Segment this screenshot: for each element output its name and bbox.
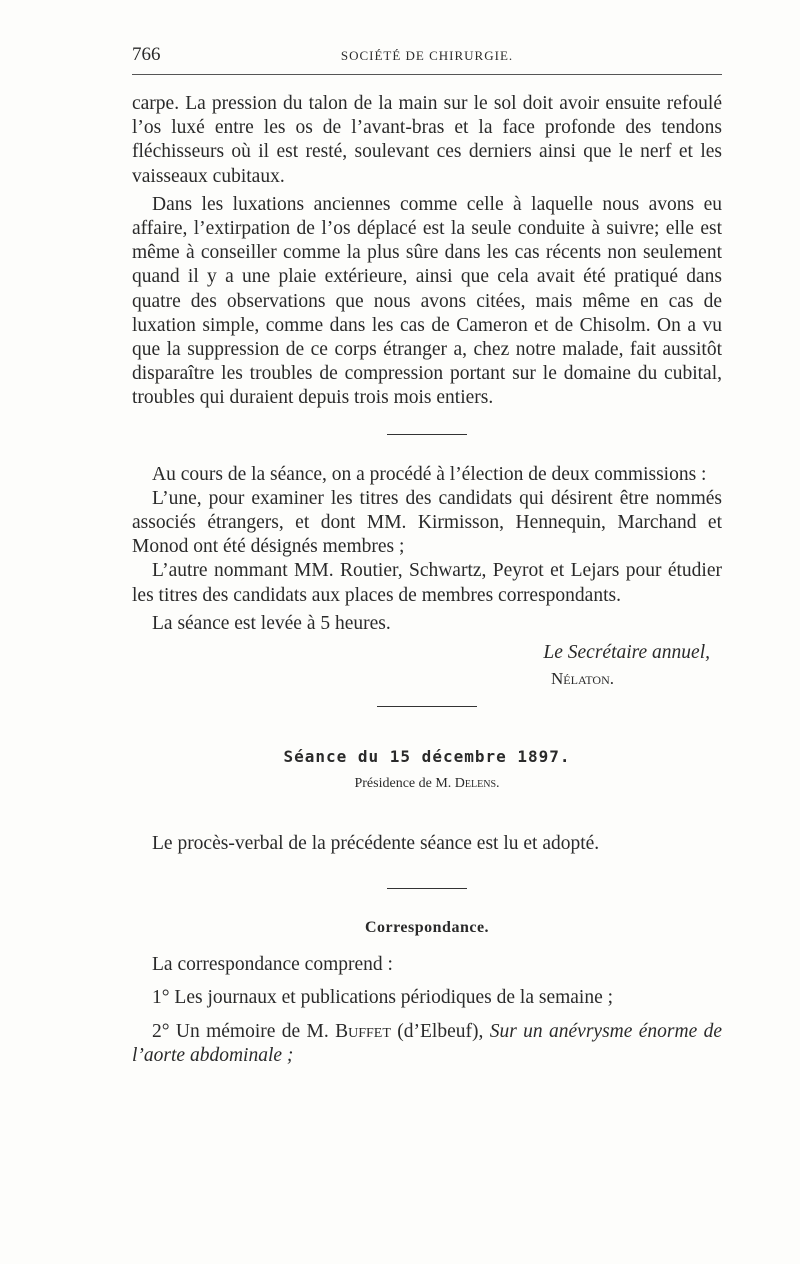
running-title: SOCIÉTÉ DE CHIRURGIE. — [340, 48, 514, 63]
minutes-statement: Le procès-verbal de la précédente séance est lu et adopté. — [152, 833, 600, 855]
paragraph-1: carpe. La pression du talon de la main sur le sol doit avoir ensuite refoulé l’os luxé entre les os de l’avant-bras et la face profonde des tendons fléchisseurs où il est resté, soulevant ces derniers ainsi que le nerf et les vaisseaux cubitaux. — [132, 93, 722, 187]
item-2-place: (d’Elbeuf), — [390, 1020, 490, 1042]
secretary-name: Nélaton. — [551, 669, 614, 689]
item-2-author: Buffet — [335, 1020, 391, 1042]
presidence-prefix: Présidence de M. — [354, 776, 452, 792]
correspondance-intro: La correspondance comprend : — [152, 954, 393, 976]
secretary-role: Le Secrétaire annuel, — [543, 642, 710, 664]
separator-rule — [387, 434, 467, 435]
presidence-line — [132, 776, 722, 792]
session-title: Séance du 15 décembre 1897. — [283, 747, 571, 767]
paragraph-commission-1: L’une, pour examiner les titres des candidats qui désirent être nommés associés étrangers, et dont MM. Kirmisson, Hennequin, Marchand et Monod ont été désignés membres ; — [132, 487, 722, 558]
paragraph-closing: La séance est levée à 5 heures. — [152, 612, 391, 634]
president-name: Delens. — [454, 776, 500, 792]
page-number: 766 — [132, 44, 161, 65]
correspondance-item-1: 1° Les journaux et publications périodiques de la semaine ; — [152, 987, 614, 1009]
paragraph-commission-2: L’autre nommant MM. Routier, Schwartz, Peyrot et Lejars pour étudier les titres des candidats aux places de membres correspondants. — [132, 560, 722, 606]
body-text — [132, 92, 722, 1068]
separator-rule — [377, 706, 477, 707]
item-2-title: Sur un anévrysme énorme de l’aorte abdominale ; — [132, 1020, 723, 1066]
paragraph-2: Dans les luxations anciennes comme celle à laquelle nous avons eu affaire, l’extirpation de l’os déplacé est la seule conduite à suivre; elle est même à conseiller comme la plus sûre dans les cas récents non seulement quand il y a une plaie extérieure, ainsi que cela avait été pratiqué dans quatre des observations que nous avons citées, mais même en cas de luxation simple, comme dans les cas de Cameron et de Chisolm. On a vu que la suppression de ce corps étranger a, chez notre malade, fait aussitôt disparaître les troubles de compression portant sur le domaine du cubital, troubles qui duraient depuis trois mois entiers. — [132, 193, 722, 409]
header-rule — [132, 74, 722, 75]
correspondance-item-2 — [132, 1020, 722, 1068]
paragraph-election: Au cours de la séance, on a procédé à l’élection de deux commissions : — [152, 463, 707, 485]
running-header — [132, 44, 722, 70]
separator-rule — [387, 888, 467, 889]
correspondance-heading: Correspondance. — [364, 919, 490, 937]
item-2-prefix: 2° Un mémoire de M. — [152, 1020, 329, 1042]
